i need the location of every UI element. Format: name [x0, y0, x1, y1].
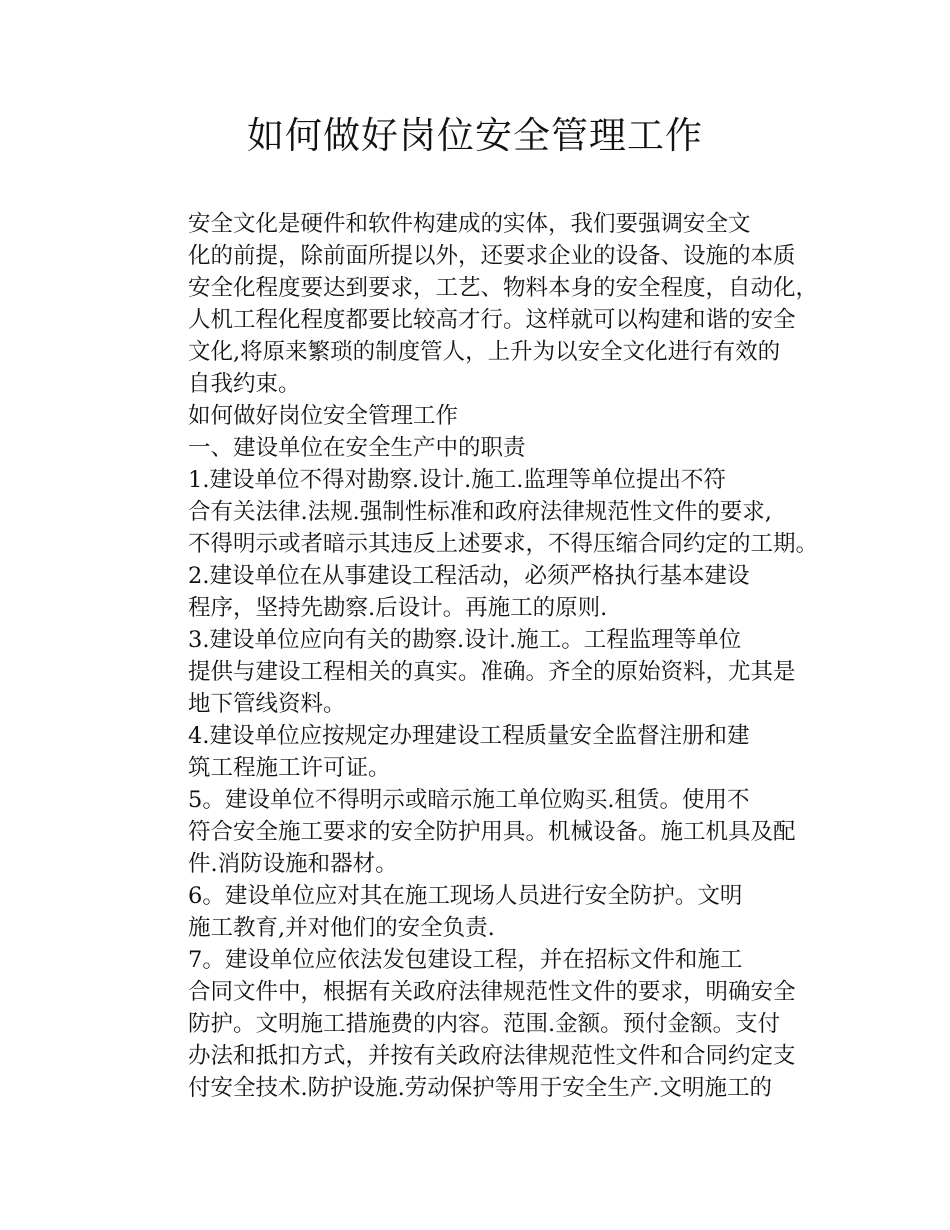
paragraph [142, 432, 822, 464]
paragraph [142, 944, 822, 1104]
paragraph-line: 合有关法律.法规.强制性标准和政府法律规范性文件的要求, [188, 499, 772, 525]
paragraph-line: 件.消防设施和器材。 [188, 851, 398, 877]
paragraph-line: 付安全技术.防护设施.劳动保护等用于安全生产.文明施工的 [188, 1075, 772, 1101]
paragraph-line: 施工教育,并对他们的安全负责. [188, 915, 495, 941]
paragraph-line: 人机工程化程度都要比较高才行。这样就可以构建和谐的安全 [188, 307, 796, 333]
paragraph-line: 如何做好岗位安全管理工作 [188, 403, 459, 429]
paragraph-line: 7。建设单位应依法发包建设工程，并在招标文件和施工 [188, 947, 743, 973]
paragraph [142, 560, 822, 624]
document-body [142, 208, 822, 1104]
paragraph [142, 400, 822, 432]
document-title: 如何做好岗位安全管理工作 [247, 114, 703, 157]
paragraph-line: 办法和抵扣方式，并按有关政府法律规范性文件和合同约定支 [188, 1043, 796, 1069]
paragraph [142, 624, 822, 720]
paragraph [142, 720, 822, 784]
paragraph-line: 符合安全施工要求的安全防护用具。机械设备。施工机具及配 [188, 819, 796, 845]
paragraph-line: 不得明示或者暗示其违反上述要求，不得压缩合同约定的工期。 [188, 531, 819, 557]
paragraph-line: 一、建设单位在安全生产中的职责 [188, 435, 526, 461]
paragraph [142, 208, 822, 400]
paragraph [142, 784, 822, 880]
paragraph-line: 6。建设单位应对其在施工现场人员进行安全防护。文明 [188, 883, 743, 909]
paragraph-line: 1.建设单位不得对勘察.设计.施工.监理等单位提出不符 [188, 467, 726, 493]
paragraph-line: 4.建设单位应按规定办理建设工程质量安全监督注册和建 [188, 723, 750, 749]
paragraph-line: 程序，坚持先勘察.后设计。再施工的原则. [188, 595, 608, 621]
paragraph [142, 880, 822, 944]
paragraph-line: 2.建设单位在从事建设工程活动，必须严格执行基本建设 [188, 563, 750, 589]
paragraph [142, 464, 822, 560]
paragraph-line: 安全文化是硬件和软件构建成的实体，我们要强调安全文 [188, 211, 751, 237]
paragraph-line: 地下管线资料。 [188, 691, 346, 717]
paragraph-line: 自我约束。 [188, 371, 301, 397]
paragraph-line: 合同文件中，根据有关政府法律规范性文件的要求，明确安全 [188, 979, 796, 1005]
paragraph-line: 5。建设单位不得明示或暗示施工单位购买.租赁。使用不 [188, 787, 750, 813]
paragraph-line: 防护。文明施工措施费的内容。范围.金额。预付金额。支付 [188, 1011, 781, 1037]
paragraph-line: 安全化程度要达到要求，工艺、物料本身的安全程度，自动化， [188, 275, 819, 301]
paragraph-line: 化的前提，除前面所提以外，还要求企业的设备、设施的本质 [188, 243, 796, 269]
paragraph-line: 筑工程施工许可证。 [188, 755, 391, 781]
paragraph-line: 3.建设单位应向有关的勘察.设计.施工。工程监理等单位 [188, 627, 742, 653]
paragraph-line: 文化,将原来繁琐的制度管人，上升为以安全文化进行有效的 [188, 339, 781, 365]
paragraph-line: 提供与建设工程相关的真实。准确。齐全的原始资料，尤其是 [188, 659, 796, 685]
